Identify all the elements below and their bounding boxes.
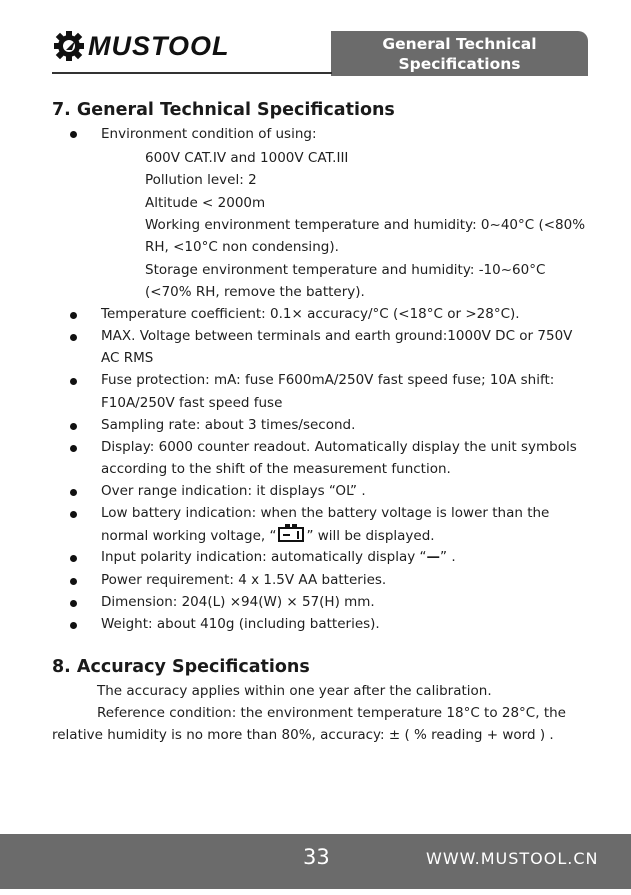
max-voltage-1: MAX. Voltage between terminals and earth ground:1000V DC or 750V	[101, 328, 573, 344]
env-storage-2: (<70% RH, remove the battery).	[145, 284, 365, 300]
bullet	[70, 445, 77, 452]
accuracy-p3: relative humidity is no more than 80%, accuracy: ± ( % reading + word ) .	[52, 727, 554, 743]
low-battery-1: Low battery indication: when the battery voltage is lower than the	[101, 505, 550, 521]
bullet	[70, 131, 77, 138]
env-working-2: RH, <10°C non condensing).	[145, 239, 339, 255]
temp-coefficient: Temperature coefficient: 0.1× accuracy/°C (<18°C or >28°C).	[101, 306, 520, 322]
accuracy-p1: The accuracy applies within one year after the calibration.	[97, 683, 492, 699]
header-line-2: Accuracy Specifications	[356, 75, 563, 93]
input-polarity-b: ” .	[440, 549, 456, 565]
header-line-1: General Technical Specifications	[382, 35, 537, 73]
max-voltage-2: AC RMS	[101, 350, 154, 366]
bullet	[70, 423, 77, 430]
low-battery-2	[101, 527, 435, 544]
bullet	[70, 622, 77, 629]
section-7-title: 7. General Technical Specifications	[52, 100, 395, 120]
display-1: Display: 6000 counter readout. Automatically display the unit symbols	[101, 439, 577, 455]
bullet	[70, 600, 77, 607]
sampling-rate: Sampling rate: about 3 times/second.	[101, 417, 356, 433]
weight: Weight: about 410g (including batteries).	[101, 616, 380, 632]
minus-symbol: —	[426, 549, 441, 565]
bullet	[70, 489, 77, 496]
battery-icon	[278, 527, 304, 542]
env-working-1: Working environment temperature and humidity: 0~40°C (<80%	[145, 217, 586, 233]
input-polarity	[101, 549, 456, 565]
low-battery-2b: ” will be displayed.	[306, 528, 435, 544]
bullet	[70, 555, 77, 562]
accuracy-p2: Reference condition: the environment temperature 18°C to 28°C, the	[97, 705, 566, 721]
env-cat: 600V CAT.IV and 1000V CAT.III	[145, 150, 349, 166]
page-number: 33	[303, 845, 330, 869]
env-altitude: Altitude < 2000m	[145, 195, 266, 211]
website-url: WWW.MUSTOOL.CN	[426, 849, 599, 868]
low-battery-2a: normal working voltage, “	[101, 528, 277, 544]
section-header-box	[331, 31, 588, 93]
fuse-protection-1: Fuse protection: mA: fuse F600mA/250V fast speed fuse; 10A shift:	[101, 372, 555, 388]
display-2: according to the shift of the measurement function.	[101, 461, 451, 477]
logo-text: MUSTOOL	[88, 30, 230, 61]
power-requirement: Power requirement: 4 x 1.5V AA batteries.	[101, 572, 387, 588]
env-pollution: Pollution level: 2	[145, 172, 257, 188]
bullet	[70, 511, 77, 518]
input-polarity-a: Input polarity indication: automatically display “	[101, 549, 427, 565]
env-condition: Environment condition of using:	[101, 126, 317, 142]
gear-logo-icon	[52, 29, 86, 63]
fuse-protection-2: F10A/250V fast speed fuse	[101, 395, 283, 411]
bullet	[70, 378, 77, 385]
bullet	[70, 334, 77, 341]
bullet	[70, 578, 77, 585]
brand-logo	[52, 28, 230, 64]
header-rule	[52, 72, 332, 74]
dimension: Dimension: 204(L) ×94(W) × 57(H) mm.	[101, 594, 375, 610]
over-range: Over range indication: it displays “OL” .	[101, 483, 366, 499]
env-storage-1: Storage environment temperature and humidity: -10~60°C	[145, 262, 546, 278]
section-8-title: 8. Accuracy Specifications	[52, 657, 310, 677]
bullet	[70, 312, 77, 319]
